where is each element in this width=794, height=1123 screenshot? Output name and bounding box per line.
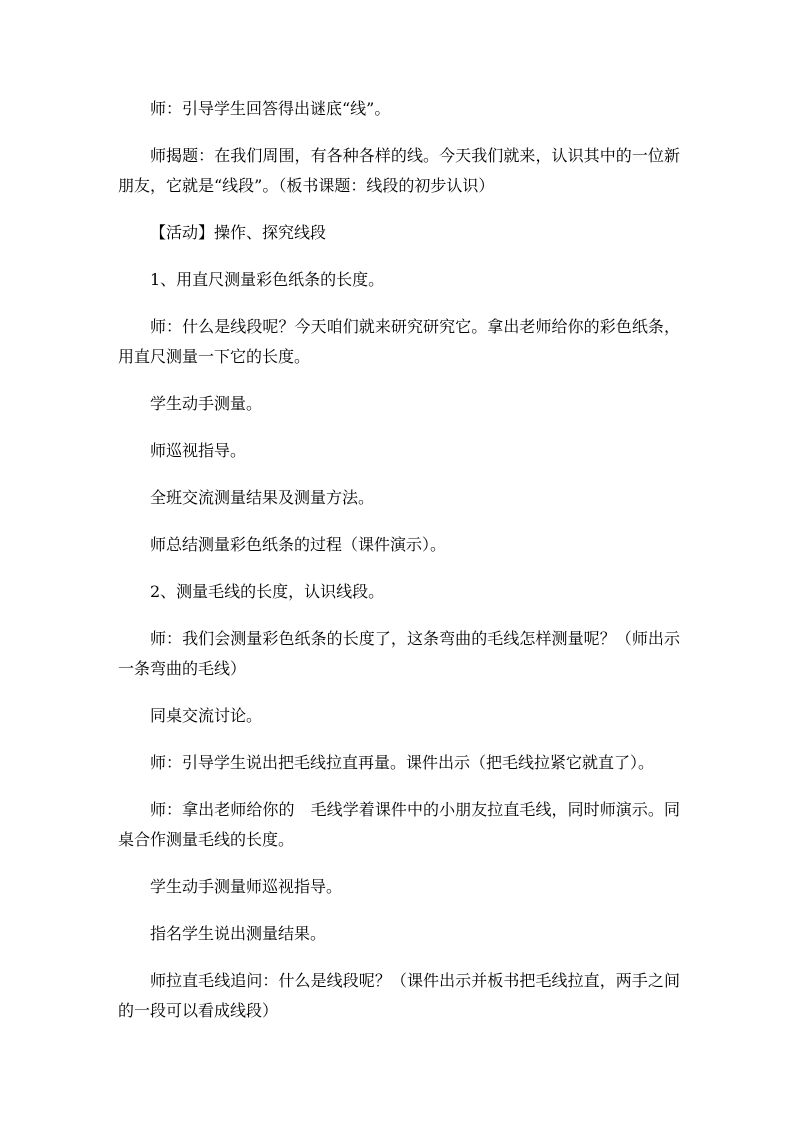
paragraph-curved-yarn-question: 师：我们会测量彩色纸条的长度了，这条弯曲的毛线怎样测量呢？（师出示一条弯曲的毛线）	[118, 629, 680, 678]
paragraph-activity-heading: 【活动】操作、探究线段	[150, 223, 327, 242]
paragraph-students-measure: 学生动手测量。	[150, 394, 263, 413]
paragraph-step-2: 2、测量毛线的长度，认识线段。	[150, 582, 385, 601]
paragraph-yarn-demo: 师：拿出老师给你的 毛线学着课件中的小朋友拉直毛线，同时师演示。同桌合作测量毛线的长度。	[118, 800, 680, 849]
paragraph-desk-discussion: 同桌交流讨论。	[150, 706, 263, 725]
paragraph-teacher-question: 师：什么是线段呢？今天咱们就来研究研究它。拿出老师给你的彩色纸条，用直尺测量一下它的长度。	[118, 317, 680, 366]
paragraph-teacher-guides: 师巡视指导。	[150, 441, 247, 460]
document-body	[118, 94, 680, 1043]
paragraph-step-1: 1、用直尺测量彩色纸条的长度。	[150, 270, 385, 289]
paragraph-what-is-segment: 师拉直毛线追问：什么是线段呢？（课件出示并板书把毛线拉直，两手之间的一段可以看成线段）	[118, 971, 680, 1020]
paragraph-teacher-summary: 师总结测量彩色纸条的过程（课件演示）。	[150, 535, 447, 554]
paragraph-students-measure-yarn: 学生动手测量师巡视指导。	[150, 877, 343, 896]
paragraph-report-results: 指名学生说出测量结果。	[150, 924, 327, 943]
paragraph-class-exchange: 全班交流测量结果及测量方法。	[150, 488, 375, 507]
paragraph-topic-reveal: 师揭题：在我们周围，有各种各样的线。今天我们就来，认识其中的一位新朋友，它就是“线段”。（板书课题：线段的初步认识）	[118, 146, 680, 195]
paragraph-straighten-yarn: 师：引导学生说出把毛线拉直再量。课件出示（把毛线拉紧它就直了）。	[150, 753, 655, 772]
paragraph-riddle-answer: 师：引导学生回答得出谜底“线”。	[150, 99, 391, 118]
